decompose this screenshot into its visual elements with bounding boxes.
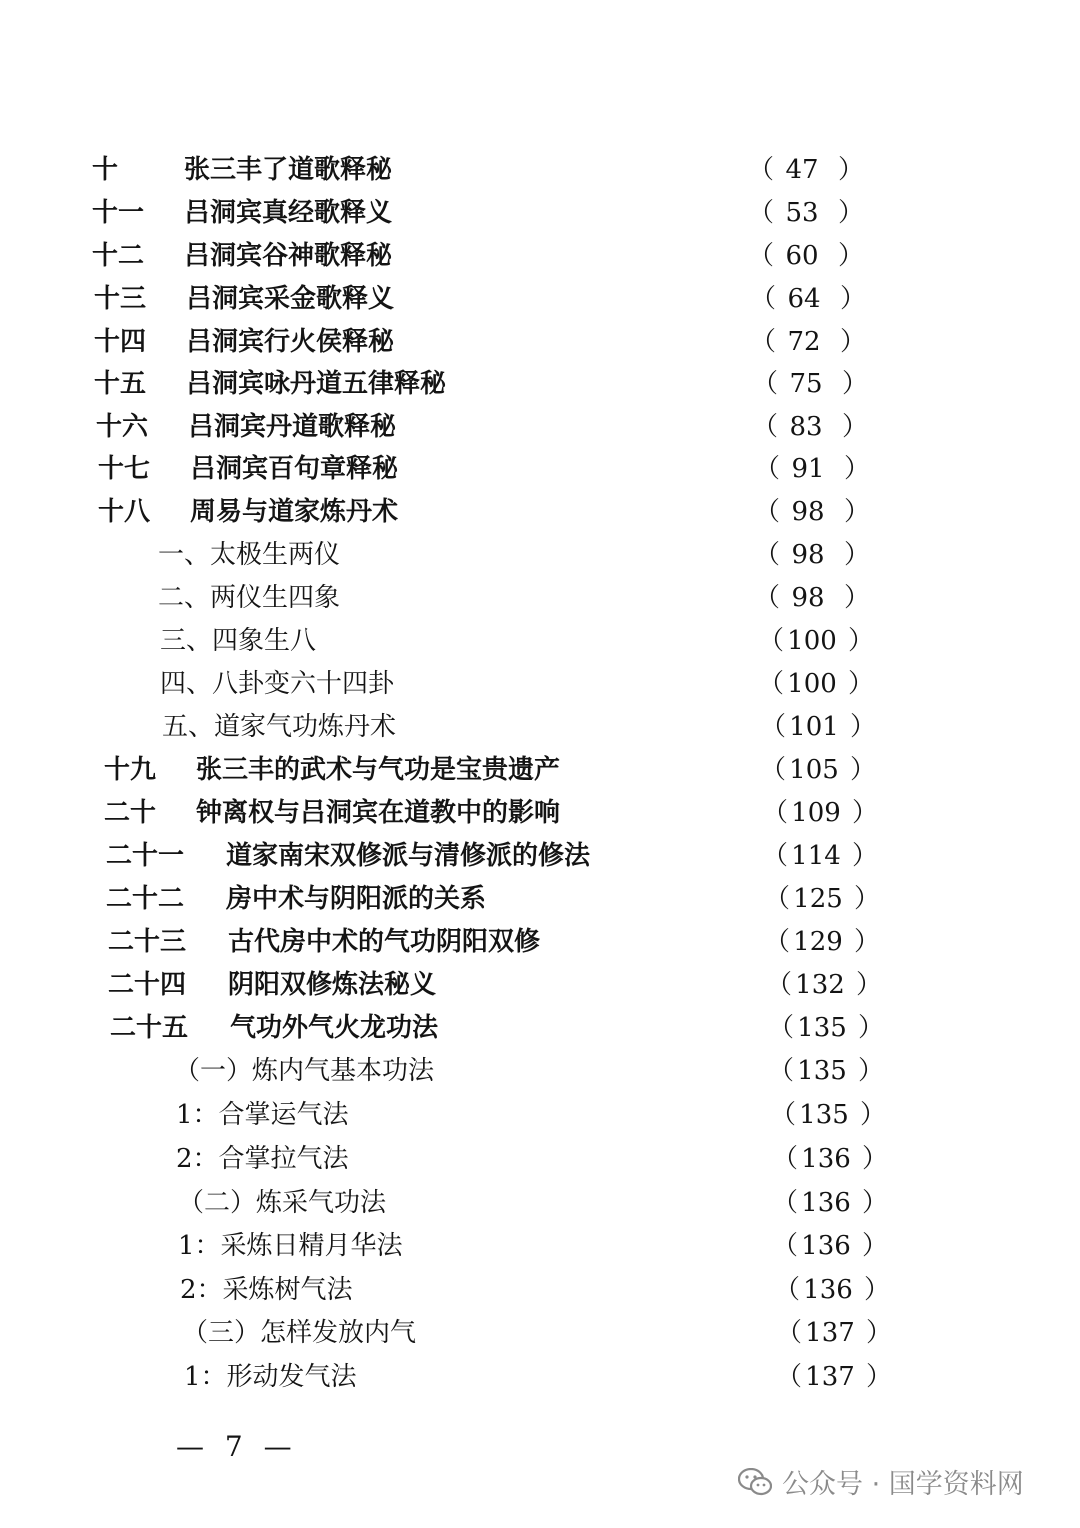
close-paren: ） [838, 155, 865, 185]
toc-entry-title: （三）怎样发放内气 [182, 1318, 417, 1348]
close-paren: ） [862, 1231, 889, 1261]
open-paren: （ [752, 412, 779, 442]
open-paren: （ [768, 1056, 795, 1086]
toc-entry-page: 101 [789, 712, 839, 742]
open-paren: （ [760, 755, 787, 785]
dot-leader [402, 449, 750, 489]
toc-entry [176, 1139, 889, 1179]
toc-entry-page: 129 [793, 927, 843, 957]
toc-entry-page-ref [758, 621, 875, 661]
open-paren: （ [764, 927, 791, 957]
dot-leader [400, 407, 748, 447]
close-paren: ） [844, 540, 871, 570]
toc-entry-page-ref [752, 364, 869, 404]
open-paren: （ [776, 1362, 803, 1392]
toc-entry-page-ref [776, 1357, 893, 1397]
close-paren: ） [848, 626, 875, 656]
toc-entry [92, 193, 865, 233]
dot-leader [420, 1313, 772, 1353]
toc-entry-page-ref [770, 1095, 887, 1135]
toc-entry-page-ref [762, 836, 879, 876]
toc-entry-page: 75 [789, 369, 823, 399]
close-paren: ） [860, 1100, 887, 1130]
toc-entry [98, 492, 871, 532]
dot-leader [357, 1270, 770, 1310]
open-paren: （ [772, 1144, 799, 1174]
dot-leader [353, 1095, 766, 1135]
watermark [738, 1462, 1024, 1501]
toc-entry [94, 322, 867, 362]
toc-entry [92, 236, 865, 276]
toc-entry [96, 407, 869, 447]
toc-entry-page-ref [766, 965, 883, 1005]
toc-entry-number: 十九 [104, 755, 157, 785]
open-paren: （ [772, 1188, 799, 1218]
toc-entry [160, 664, 875, 704]
open-paren: （ [774, 1275, 801, 1305]
toc-entry-page-ref [768, 1008, 885, 1048]
open-paren: （ [748, 198, 775, 228]
toc-entry-page: 100 [787, 669, 837, 699]
open-paren: （ [754, 497, 781, 527]
toc-entry-page-ref [776, 1313, 893, 1353]
toc-entry-page: 132 [795, 970, 845, 1000]
toc-entry [98, 449, 871, 489]
toc-entry-page-ref [752, 407, 869, 447]
close-paren: ） [840, 327, 867, 357]
close-paren: ） [854, 884, 881, 914]
toc-entry-number: 十六 [96, 412, 149, 442]
dot-leader [440, 965, 762, 1005]
toc-entry-title: 一、太极生两仪 [158, 540, 341, 570]
toc-entry-number: 十二 [92, 241, 145, 271]
close-paren: ） [850, 755, 877, 785]
close-paren: ） [844, 497, 871, 527]
toc-entry-page: 98 [791, 540, 825, 570]
dot-leader [564, 750, 756, 790]
toc-entry-page: 136 [803, 1275, 853, 1305]
toc-entry-page-ref [764, 879, 881, 919]
close-paren: ） [852, 841, 879, 871]
dot-leader [564, 793, 758, 833]
close-paren: ） [862, 1144, 889, 1174]
toc-entry-page-ref [748, 193, 865, 233]
dot-leader [398, 279, 746, 319]
toc-entry-page: 125 [793, 884, 843, 914]
dot-leader [398, 322, 746, 362]
dot-leader [398, 664, 754, 704]
toc-entry-title: 1：采炼日精月华法 [178, 1231, 403, 1261]
watermark-text: 公众号 · 国学资料网 [782, 1469, 1024, 1500]
dot-leader [344, 535, 750, 575]
toc-entry-page-ref [774, 1270, 891, 1310]
toc-entry [104, 793, 879, 833]
dot-leader [450, 364, 748, 404]
toc-entry-title: 吕洞宾真经歌释义 [184, 198, 393, 228]
dot-leader [400, 707, 756, 747]
toc-entry-page-ref [762, 793, 879, 833]
toc-entry-title: 吕洞宾丹道歌释秘 [188, 412, 397, 442]
open-paren: （ [760, 712, 787, 742]
toc-entry-page: 64 [787, 284, 821, 314]
toc-entry-page: 105 [789, 755, 839, 785]
toc-entry-page-ref [772, 1183, 889, 1223]
toc-entry-title: 1：形动发气法 [184, 1362, 357, 1392]
footer-page-number: — 7 — [176, 1430, 298, 1463]
toc-entry-page: 109 [791, 798, 841, 828]
toc-entry-page: 53 [785, 198, 819, 228]
toc-entry [108, 922, 881, 962]
toc-entry-page: 47 [785, 155, 819, 185]
toc-entry [176, 1095, 887, 1135]
toc-entry-page-ref [764, 922, 881, 962]
toc-entry-page: 98 [791, 583, 825, 613]
toc-entry [94, 279, 867, 319]
toc-entry-page: 60 [785, 241, 819, 271]
toc-entry-page: 136 [801, 1144, 851, 1174]
close-paren: ） [858, 1013, 885, 1043]
toc-entry-page-ref [754, 449, 871, 489]
toc-entry-page: 136 [801, 1188, 851, 1218]
open-paren: （ [752, 369, 779, 399]
toc-entry-title: 二、两仪生四象 [158, 583, 341, 613]
toc-entry-page-ref [748, 150, 865, 190]
toc-entry [106, 879, 881, 919]
close-paren: ） [842, 412, 869, 442]
open-paren: （ [776, 1318, 803, 1348]
toc-entry [158, 535, 871, 575]
dot-leader [442, 1008, 764, 1048]
toc-entry-page: 72 [787, 327, 821, 357]
dot-leader [438, 1051, 764, 1091]
toc-entry [178, 1183, 889, 1223]
toc-entry [110, 1008, 885, 1048]
dot-leader [490, 879, 760, 919]
toc-entry-title: 吕洞宾百句章释秘 [190, 454, 399, 484]
toc-entry [158, 578, 871, 618]
toc-entry-title: 张三丰的武术与气功是宝贵遗产 [196, 755, 561, 785]
toc-entry-page-ref [750, 279, 867, 319]
open-paren: （ [772, 1231, 799, 1261]
toc-entry-number: 十七 [98, 454, 151, 484]
close-paren: ） [844, 583, 871, 613]
toc-entry [160, 621, 875, 661]
dot-leader [402, 492, 750, 532]
open-paren: （ [754, 540, 781, 570]
toc-entry-number: 十一 [92, 198, 145, 228]
toc-entry-title: 吕洞宾采金歌释义 [186, 284, 395, 314]
toc-entry-page: 137 [805, 1318, 855, 1348]
dot-leader [396, 236, 744, 276]
toc-entry-number: 二十二 [106, 884, 185, 914]
toc-entry [184, 1357, 893, 1397]
toc-entry-page: 114 [791, 841, 841, 871]
dot-leader [344, 578, 750, 618]
toc-entry-page-ref [750, 322, 867, 362]
toc-entry-title: 吕洞宾谷神歌释秘 [184, 241, 393, 271]
toc-entry-title: 古代房中术的气功阴阳双修 [228, 927, 541, 957]
close-paren: ） [842, 369, 869, 399]
toc-entry-title: （一）炼内气基本功法 [174, 1056, 435, 1086]
toc-entry-title: 吕洞宾行火侯释秘 [186, 327, 395, 357]
toc-entry [106, 836, 879, 876]
close-paren: ） [848, 669, 875, 699]
toc-entry-number: 二十三 [108, 927, 187, 957]
open-paren: （ [762, 798, 789, 828]
open-paren: （ [758, 626, 785, 656]
toc-entry-number: 十三 [94, 284, 147, 314]
toc-entry-title: 三、四象生八 [160, 626, 317, 656]
toc-entry-page-ref [760, 707, 877, 747]
close-paren: ） [858, 1056, 885, 1086]
open-paren: （ [766, 970, 793, 1000]
toc-entry-page: 100 [787, 626, 837, 656]
toc-entry-page: 135 [799, 1100, 849, 1130]
toc-entry-page-ref [754, 535, 871, 575]
toc-entry-number: 十八 [98, 497, 151, 527]
toc-entry-title: 气功外气火龙功法 [230, 1013, 439, 1043]
toc-entry [108, 965, 883, 1005]
toc-entry-number: 二十一 [106, 841, 185, 871]
toc-entry-number: 二十 [104, 798, 157, 828]
open-paren: （ [748, 155, 775, 185]
dot-leader [361, 1357, 772, 1397]
close-paren: ） [862, 1188, 889, 1218]
close-paren: ） [854, 927, 881, 957]
toc-entry-page-ref [772, 1139, 889, 1179]
close-paren: ） [838, 241, 865, 271]
toc-entry-page: 136 [801, 1231, 851, 1261]
toc-entry [104, 750, 877, 790]
dot-leader [396, 150, 744, 190]
toc-entry-page-ref [772, 1226, 889, 1266]
close-paren: ） [866, 1318, 893, 1348]
toc-entry-page-ref [768, 1051, 885, 1091]
open-paren: （ [748, 241, 775, 271]
toc-entry-number: 十 [92, 155, 119, 185]
toc-entry-number: 二十五 [110, 1013, 189, 1043]
toc-entry [94, 364, 869, 404]
toc-entry-page-ref [754, 492, 871, 532]
close-paren: ） [866, 1362, 893, 1392]
open-paren: （ [750, 327, 777, 357]
toc-entry-title: 2：采炼树气法 [180, 1275, 353, 1305]
dot-leader [407, 1226, 768, 1266]
close-paren: ） [838, 198, 865, 228]
toc-entry [182, 1313, 893, 1353]
toc-entry-title: 钟离权与吕洞宾在道教中的影响 [196, 798, 561, 828]
toc-entry-page-ref [760, 750, 877, 790]
toc-entry [174, 1051, 885, 1091]
open-paren: （ [754, 454, 781, 484]
toc-entry-page: 98 [791, 497, 825, 527]
open-paren: （ [754, 583, 781, 613]
toc-entry-page: 137 [805, 1362, 855, 1392]
dot-leader [544, 922, 760, 962]
toc-entry-number: 十四 [94, 327, 147, 357]
close-paren: ） [856, 970, 883, 1000]
toc-entry [178, 1226, 889, 1266]
toc-entry-title: 2：合掌拉气法 [176, 1144, 349, 1174]
toc-entry-title: 周易与道家炼丹术 [190, 497, 399, 527]
open-paren: （ [762, 841, 789, 871]
toc-entry-page: 135 [797, 1056, 847, 1086]
toc-entry-page: 83 [789, 412, 823, 442]
dot-leader [396, 193, 744, 233]
toc-entry-number: 十五 [94, 369, 147, 399]
close-paren: ） [864, 1275, 891, 1305]
toc-entry-title: 吕洞宾咏丹道五律释秘 [186, 369, 447, 399]
close-paren: ） [850, 712, 877, 742]
open-paren: （ [770, 1100, 797, 1130]
toc-entry-page: 135 [797, 1013, 847, 1043]
open-paren: （ [758, 669, 785, 699]
toc-entry-page-ref [748, 236, 865, 276]
toc-entry-title: 1：合掌运气法 [176, 1100, 349, 1130]
wechat-icon [738, 1468, 772, 1496]
toc-entry-title: （二）炼采气功法 [178, 1188, 387, 1218]
open-paren: （ [768, 1013, 795, 1043]
toc-entry-page-ref [758, 664, 875, 704]
toc-entry-title: 四、八卦变六十四卦 [160, 669, 395, 699]
close-paren: ） [840, 284, 867, 314]
toc-entry-page: 91 [791, 454, 825, 484]
close-paren: ） [844, 454, 871, 484]
dot-leader [320, 621, 754, 661]
close-paren: ） [852, 798, 879, 828]
toc-entry-title: 五、道家气功炼丹术 [162, 712, 397, 742]
toc-entry [162, 707, 877, 747]
toc-entry-title: 房中术与阴阳派的关系 [226, 884, 487, 914]
toc-entry-title: 道家南宋双修派与清修派的修法 [226, 841, 591, 871]
toc-entry-page-ref [754, 578, 871, 618]
toc-entry-title: 张三丰了道歌释秘 [184, 155, 393, 185]
dot-leader [353, 1139, 768, 1179]
toc-entry [180, 1270, 891, 1310]
dot-leader [594, 836, 758, 876]
toc-entry-title: 阴阳双修炼法秘义 [228, 970, 437, 1000]
dot-leader [390, 1183, 768, 1223]
toc-entry-number: 二十四 [108, 970, 187, 1000]
toc-entry [92, 150, 865, 190]
open-paren: （ [750, 284, 777, 314]
open-paren: （ [764, 884, 791, 914]
